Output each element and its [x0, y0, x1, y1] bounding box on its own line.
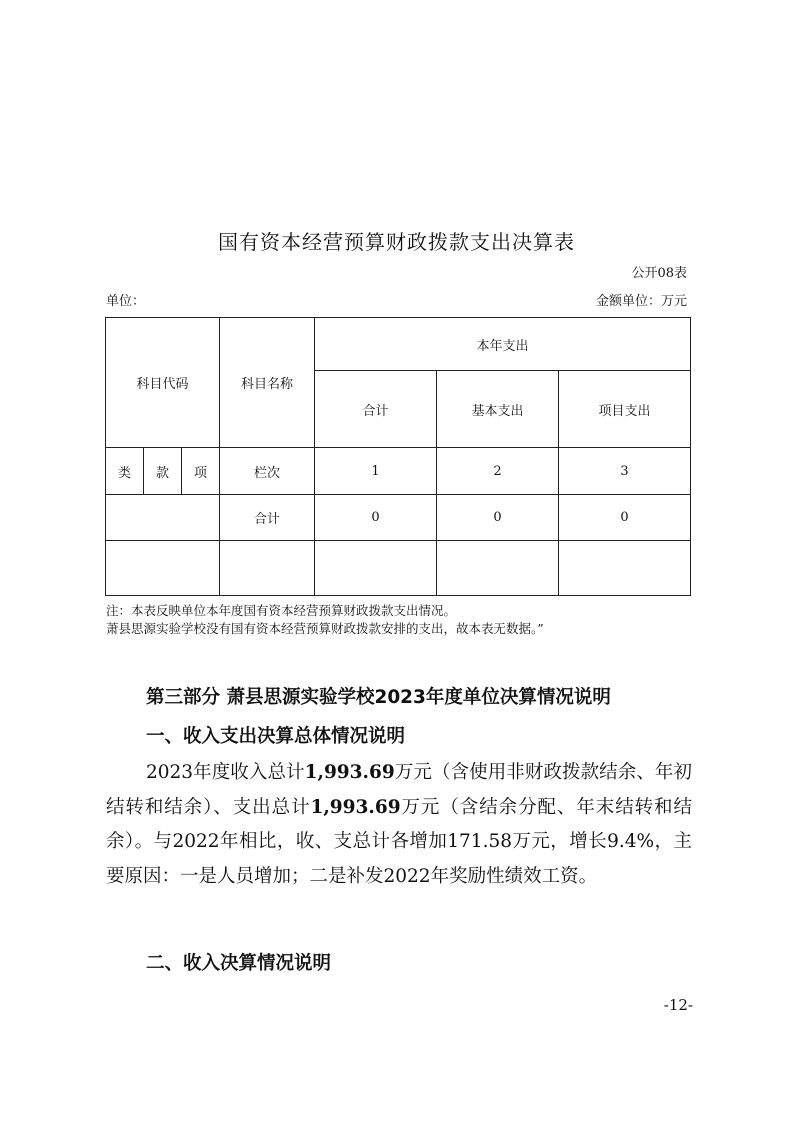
header-current-year-expense: 本年支出	[315, 318, 691, 371]
table-note-2: 萧县思源实验学校没有国有资本经营预算财政拨款安排的支出，故本表无数据。”	[106, 621, 544, 636]
part-heading: 第三部分 萧县思源实验学校2023年度单位决算情况说明	[146, 687, 611, 708]
header-subject-code: 科目代码	[106, 318, 220, 448]
cell-empty	[437, 541, 559, 596]
table-title: 国有资本经营预算财政拨款支出决算表	[218, 230, 575, 254]
cell-col-num-2: 2	[437, 448, 559, 495]
cell-lanci: 栏次	[220, 448, 315, 495]
cell-empty	[106, 541, 220, 596]
header-project-expense: 项目支出	[559, 371, 691, 448]
section-heading-2: 二、收入决算情况说明	[146, 953, 332, 974]
amount-unit: 金额单位：万元	[595, 294, 687, 309]
header-total: 合计	[315, 371, 437, 448]
cell-empty	[220, 541, 315, 596]
header-basic-expense: 基本支出	[437, 371, 559, 448]
budget-table	[105, 317, 691, 596]
cell-col-num-1: 1	[315, 448, 437, 495]
expense-total: 1,993.69	[310, 796, 401, 818]
cell-total-3: 0	[559, 495, 691, 541]
cell-xiang: 项	[182, 448, 220, 495]
section-heading-1: 一、收入支出决算总体情况说明	[146, 726, 406, 747]
para-text-1: 2023年度收入总计	[146, 762, 305, 783]
income-total: 1,993.69	[304, 762, 395, 783]
form-code: 公开08表	[631, 266, 687, 281]
cell-kuan: 款	[144, 448, 182, 495]
cell-empty	[315, 541, 437, 596]
unit-label: 单位：	[106, 294, 146, 309]
cell-col-num-3: 3	[559, 448, 691, 495]
summary-paragraph	[106, 756, 692, 894]
cell-total-2: 0	[437, 495, 559, 541]
cell-total-1: 0	[315, 495, 437, 541]
cell-lei: 类	[106, 448, 144, 495]
para-text-2: 万元（含使用非财政拨款结余、年初结转和结余）、支出总计	[106, 762, 692, 818]
table-note-1: 注：本表反映单位本年度国有资本经营预算财政拨款支出情况。	[106, 603, 457, 618]
page-number: -12-	[663, 996, 693, 1014]
cell-empty	[559, 541, 691, 596]
header-subject-name: 科目名称	[220, 318, 315, 448]
cell-total-label: 合计	[220, 495, 315, 541]
para-text-3: 万元（含结余分配、年末结转和结余）。与2022年相比，收、支总计各增加171.58万元，增长9.4%，主要原因：一是人员增加；二是补发2022年奖励性绩效工资。	[106, 796, 692, 887]
cell-empty-code	[106, 495, 220, 541]
